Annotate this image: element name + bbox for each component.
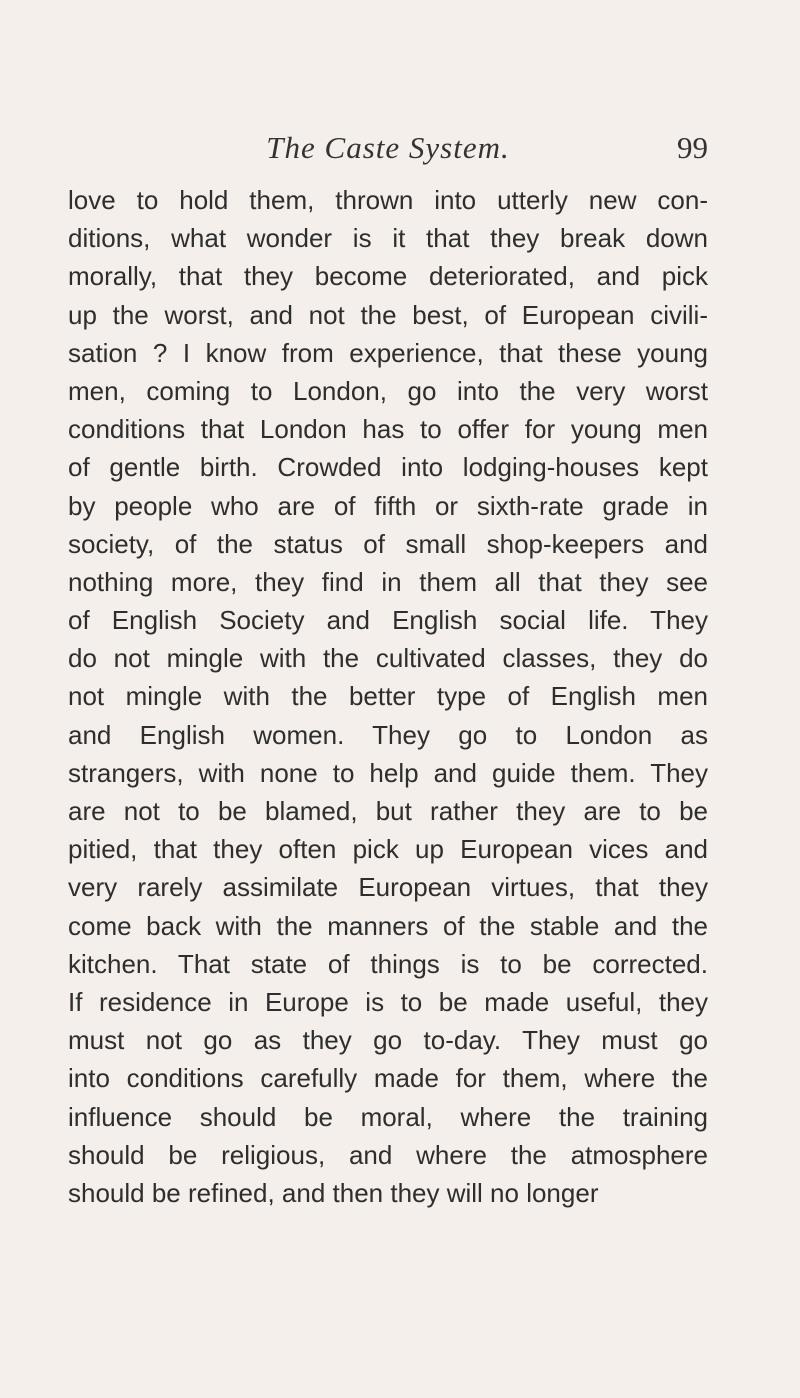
text-line: men, coming to London, go into the very worst	[68, 375, 708, 406]
text-line: strangers, with none to help and guide them. They	[68, 757, 708, 788]
text-line: do not mingle with the cultivated classes, they do	[68, 643, 708, 674]
text-line: influence should be moral, where the training	[68, 1101, 708, 1132]
text-line: sation ? I know from experience, that these young	[68, 337, 708, 368]
text-line: not mingle with the better type of English men	[68, 681, 708, 712]
text-line: are not to be blamed, but rather they are to be	[68, 796, 708, 826]
body-text	[68, 181, 708, 1212]
text-line: conditions that London has to offer for young men	[68, 414, 708, 445]
text-line: and English women. They go to London as	[68, 719, 708, 750]
text-line: love to hold them, thrown into utterly new con-	[68, 185, 708, 215]
text-line: nothing more, they find in them all that they see	[68, 566, 708, 597]
text-line: society, of the status of small shop-keepers and	[68, 528, 708, 559]
text-line: morally, that they become deteriorated, and pick	[68, 261, 708, 292]
text-line: come back with the manners of the stable and the	[68, 910, 708, 941]
text-line: If residence in Europe is to be made useful, they	[68, 986, 708, 1017]
running-head	[68, 128, 708, 168]
text-line: very rarely assimilate European virtues, that they	[68, 872, 708, 903]
page-number: 99	[677, 130, 708, 165]
text-line: should be religious, and where the atmosphere	[68, 1139, 708, 1170]
running-title: The Caste System.	[266, 130, 510, 165]
text-line: of gentle birth. Crowded into lodging-houses kept	[68, 452, 708, 483]
text-line: into conditions carefully made for them, where the	[68, 1063, 708, 1094]
text-line: ditions, what wonder is it that they break down	[68, 223, 708, 254]
text-line: should be refined, and then they will no longer	[68, 1177, 599, 1208]
text-line: pitied, that they often pick up European vices and	[68, 834, 708, 865]
text-line: must not go as they go to-day. They must go	[68, 1025, 708, 1056]
text-line: of English Society and English social life. They	[68, 605, 708, 636]
text-line: up the worst, and not the best, of European civili-	[68, 299, 708, 330]
text-line: by people who are of fifth or sixth-rate grade in	[68, 490, 708, 521]
text-line: kitchen. That state of things is to be corrected.	[68, 948, 708, 979]
